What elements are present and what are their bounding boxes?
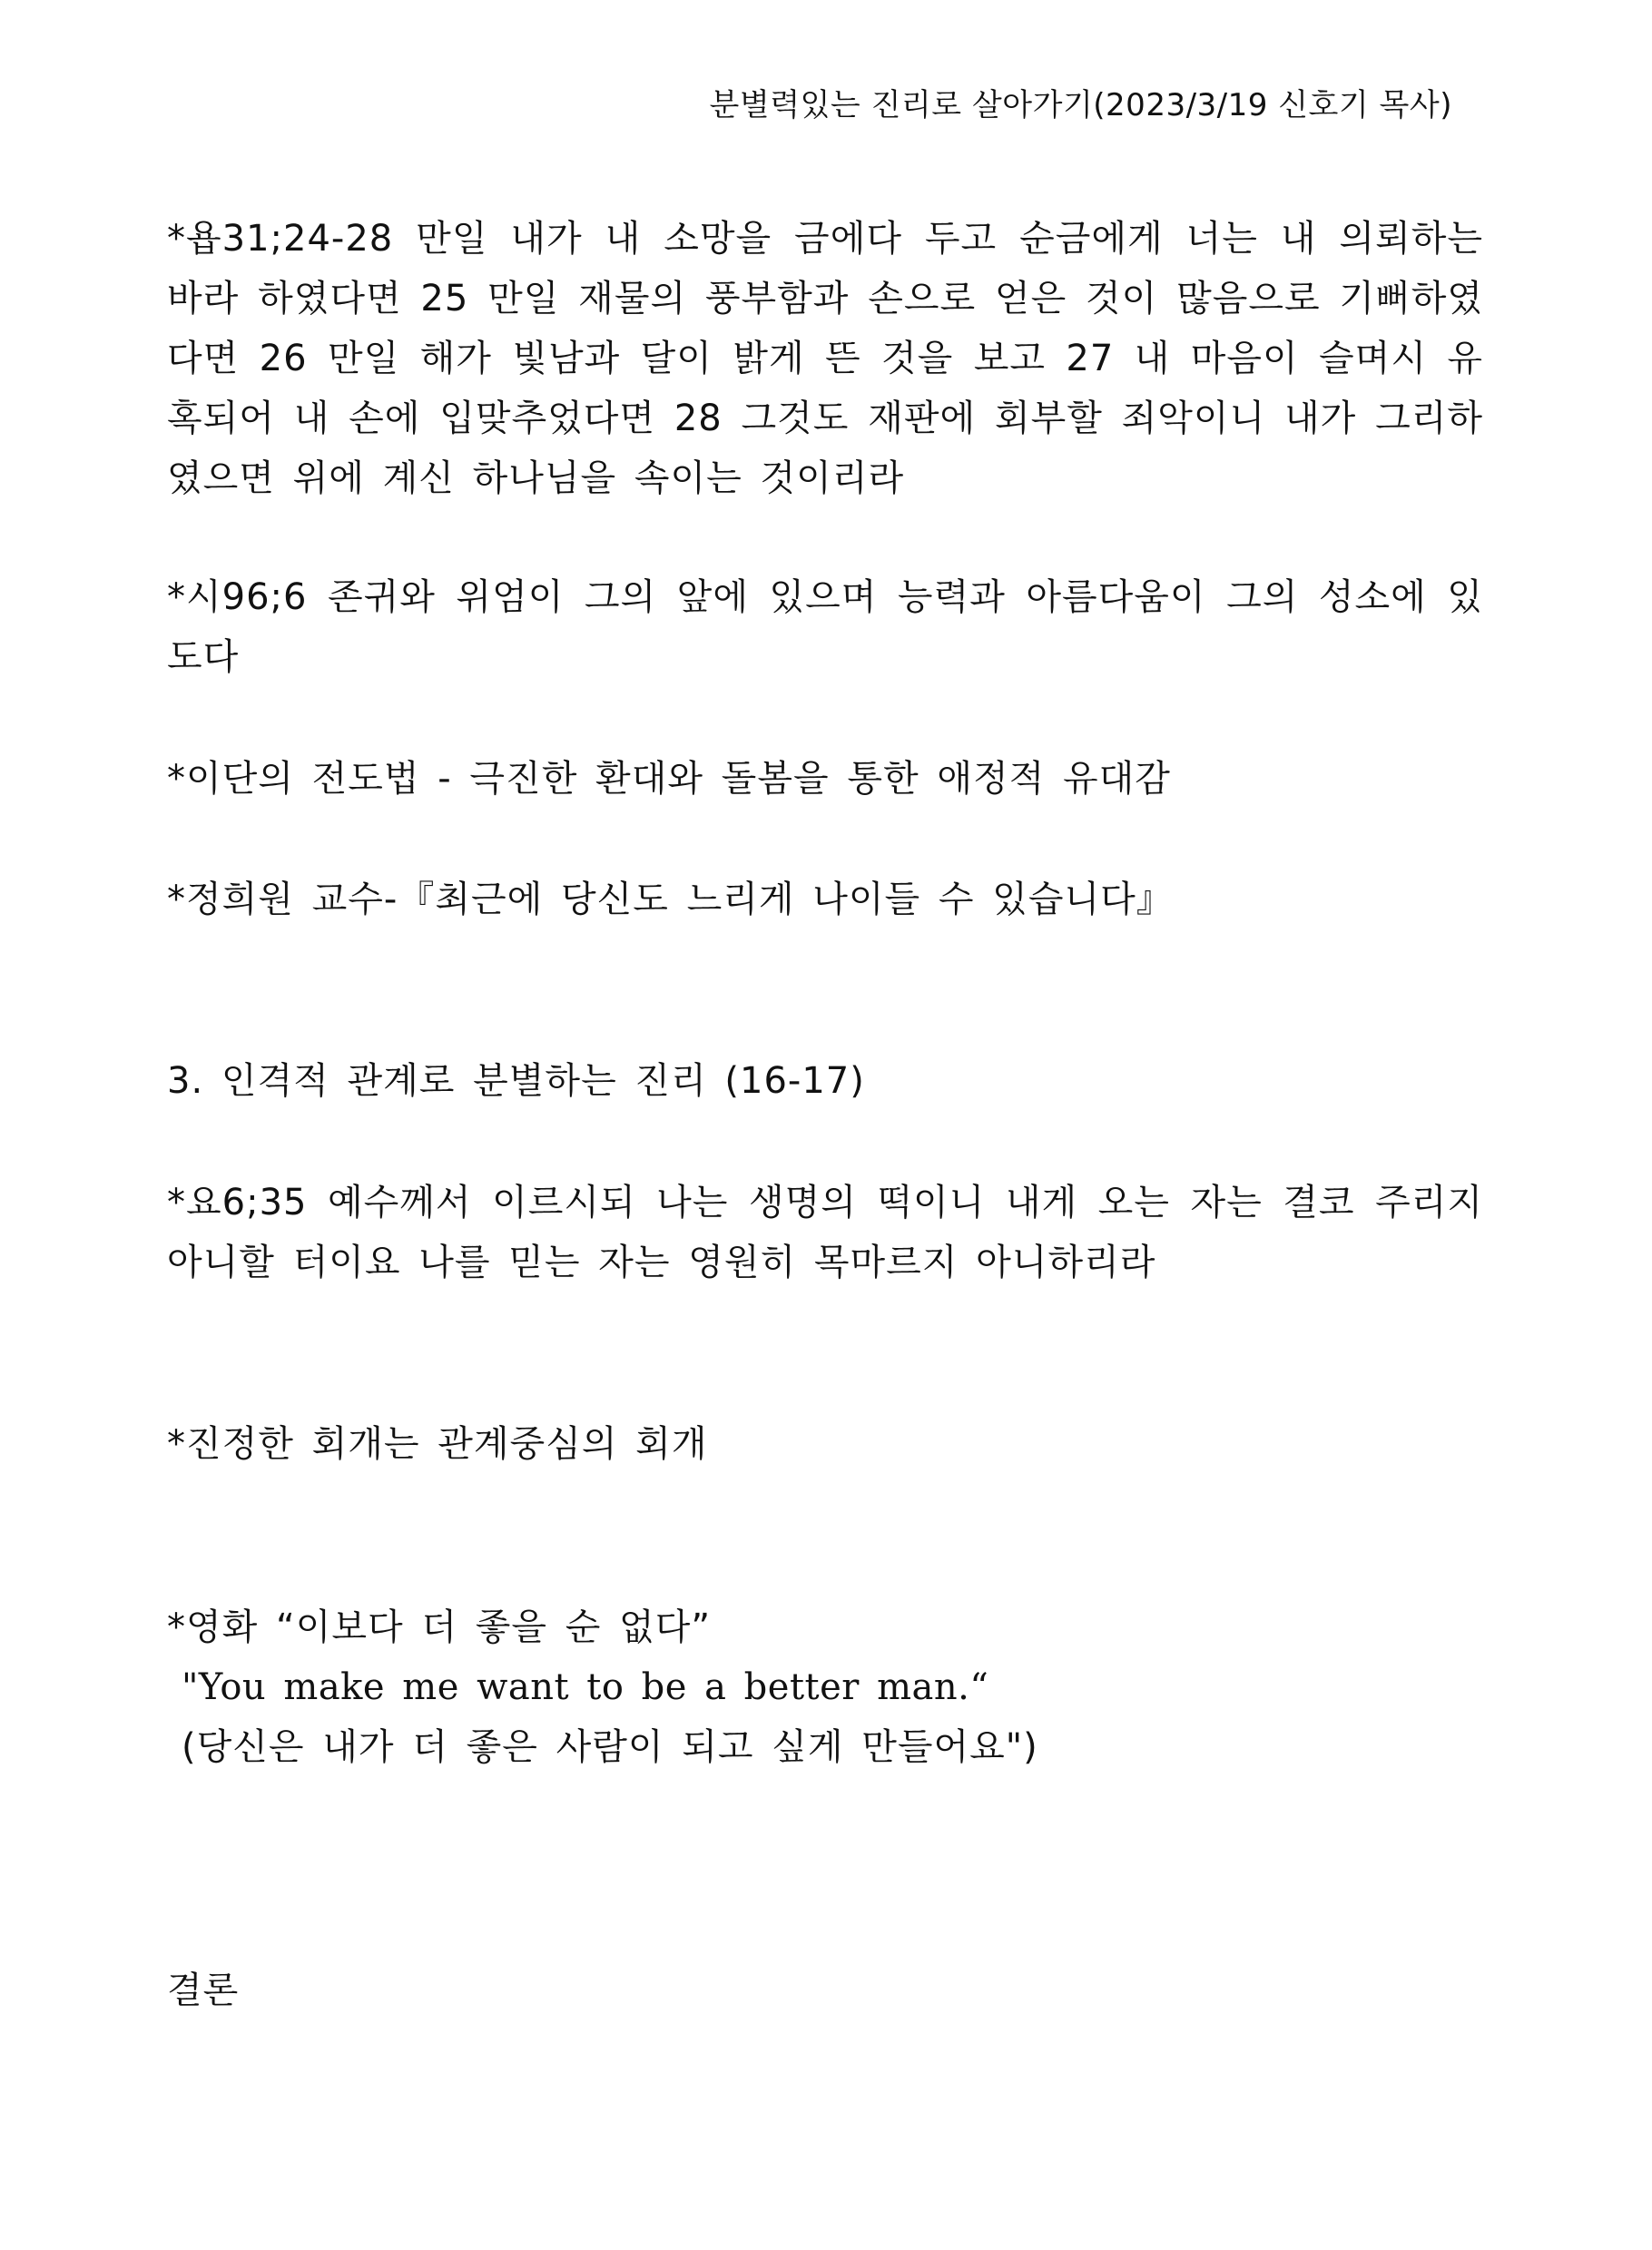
body-text-section3 xyxy=(167,1051,1483,1111)
body-text-heresy xyxy=(167,749,1483,809)
movie-quote-english: "You make me want to be a better man.“ xyxy=(182,1666,989,1708)
paragraph-heresy-evangelism: *이단의 전도법 - 극진한 환대와 돌봄을 통한 애정적 유대감 xyxy=(167,758,1171,800)
body-text-john xyxy=(167,1173,1483,1292)
body-text-movie xyxy=(167,1597,1483,1777)
body-text-job xyxy=(167,209,1483,508)
paragraph-john-6: *요6;35 예수께서 이르시되 나는 생명의 떡이니 내게 오는 자는 결코 주리지 아니할 터이요 나를 믿는 자는 영원히 목마르지 아니하리라 xyxy=(167,1182,1483,1283)
movie-quote-korean: (당신은 내가 더 좋은 사람이 되고 싶게 만들어요") xyxy=(182,1726,1038,1768)
section-heading-conclusion: 결론 xyxy=(167,1970,240,2011)
paragraph-professor-book: *정희원 교수-『최근에 당신도 느리게 나이들 수 있습니다』 xyxy=(167,879,1174,920)
body-text-repentance xyxy=(167,1414,1483,1474)
document-header: 분별력있는 진리로 살아가기(2023/3/19 신호기 목사) xyxy=(709,87,1452,123)
paragraph-psalm-96: *시96;6 존귀와 위엄이 그의 앞에 있으며 능력과 아름다움이 그의 성소에 있도다 xyxy=(167,576,1483,678)
paragraph-repentance: *진정한 회개는 관계중심의 회개 xyxy=(167,1423,708,1465)
body-text-psalm xyxy=(167,567,1483,687)
body-text-professor xyxy=(167,870,1483,929)
paragraph-movie-title: *영화 “이보다 더 좋을 순 없다” xyxy=(167,1606,712,1648)
body-text-conclusion xyxy=(167,1960,1483,2020)
paragraph-job-31: *욥31;24-28 만일 내가 내 소망을 금에다 두고 순금에게 너는 내 의뢰하는 바라 하였다면 25 만일 재물의 풍부함과 손으로 얻은 것이 많음으로 기뻐하였다면 26 만일 해가 빛남과 달이 밝게 뜬 것을 보고 27 내 마음이 슬며시 유혹되어 내 손에 입맞추었다면 28 그것도 재판에 회부할 죄악이니 내가 그리하였으면 위에 계신 하나님을 속이는 것이리라 xyxy=(167,218,1483,499)
section-heading-3: 3. 인격적 관계로 분별하는 진리 (16-17) xyxy=(167,1060,865,1102)
